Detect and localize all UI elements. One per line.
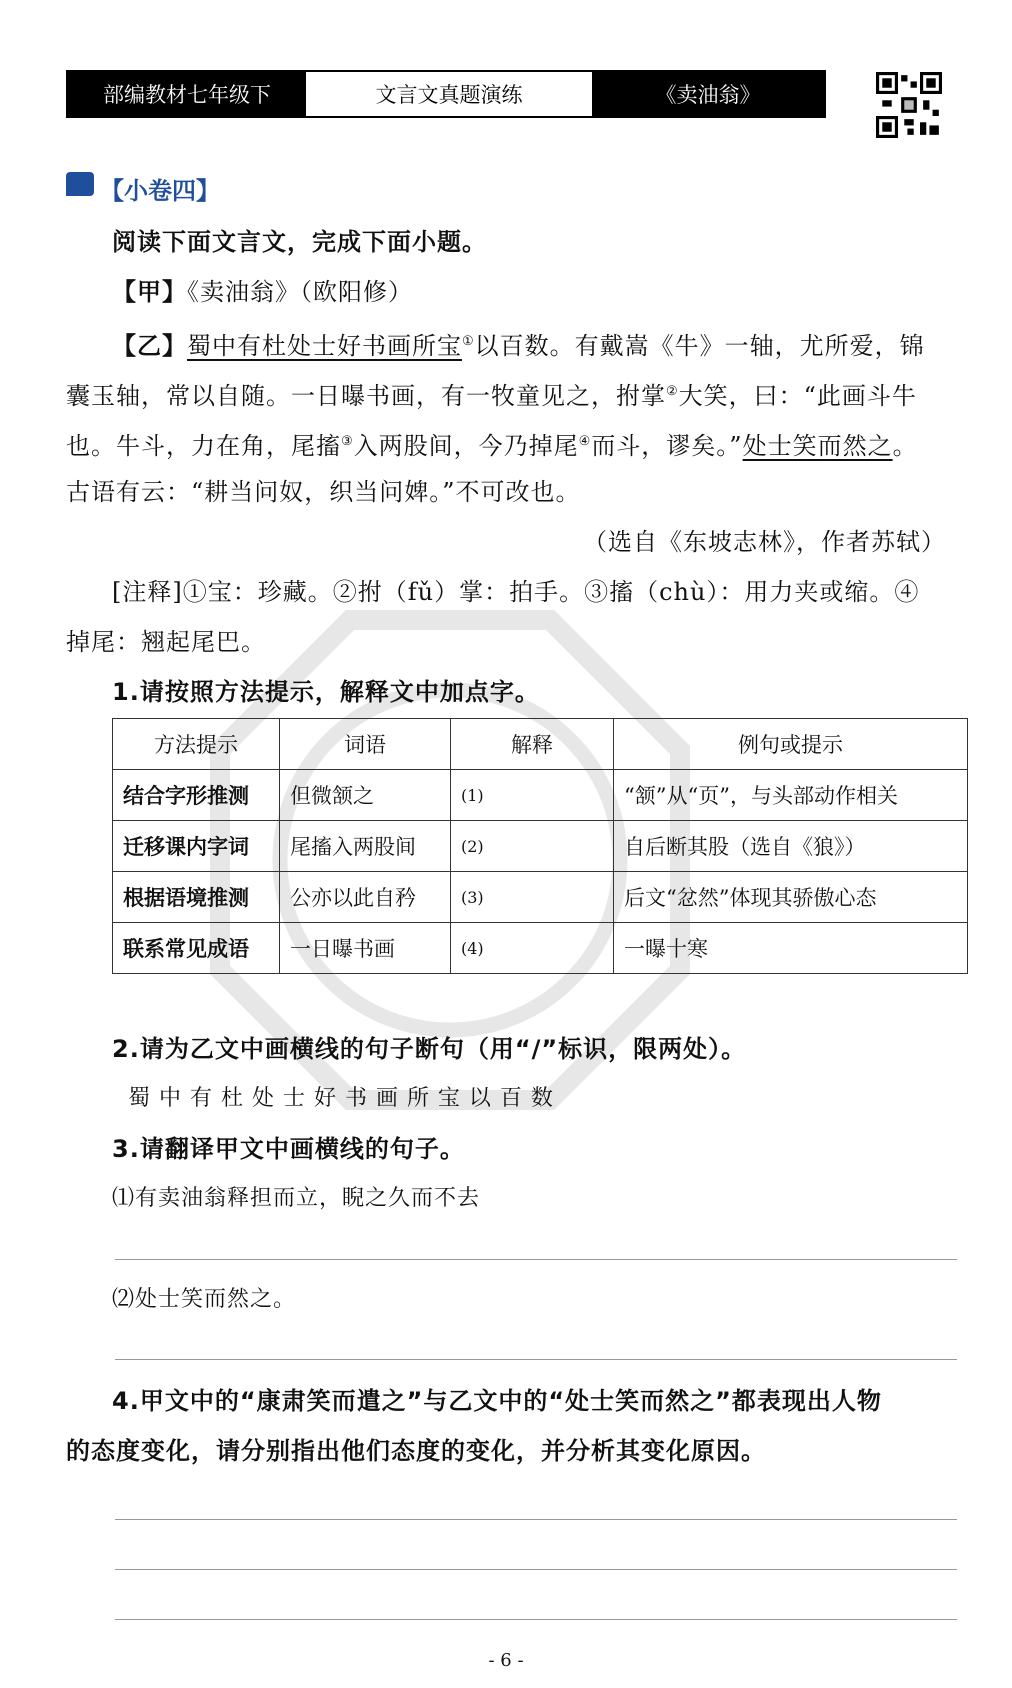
section-heading bbox=[66, 168, 220, 208]
cell-answer[interactable]: (3) bbox=[451, 872, 614, 923]
cell-method: 结合字形推测 bbox=[113, 770, 280, 821]
q3-sentence-1: ⑴有卖油翁释担而立，睨之久而不去 bbox=[112, 1186, 481, 1211]
cell-hint: 一曝十寒 bbox=[614, 923, 968, 974]
table-header: 词语 bbox=[280, 719, 451, 770]
cell-answer[interactable]: (1) bbox=[451, 770, 614, 821]
method-table bbox=[112, 718, 968, 974]
instruction: 阅读下面文言文，完成下面小题。 bbox=[112, 228, 487, 256]
question-2: 2.请为乙文中画横线的句子断句（用“/”标识，限两处）。 bbox=[112, 1035, 747, 1063]
passage-yi-line4: 古语有云：“耕当问奴，织当问婢。”不可改也。 bbox=[66, 478, 581, 506]
question-4-line1: 4.甲文中的“康肃笑而遣之”与乙文中的“处士笑而然之”都表现出人物 bbox=[112, 1387, 882, 1415]
passage-source: （选自《东坡志林》，作者苏轼） bbox=[583, 528, 946, 556]
table-row bbox=[113, 770, 968, 821]
table-header: 解释 bbox=[451, 719, 614, 770]
answer-line[interactable] bbox=[115, 1359, 957, 1360]
passage-yi-line3: 也。牛斗，力在角，尾搐③入两股间，今乃掉尾④而斗，谬矣。”处士笑而然之。 bbox=[66, 432, 918, 460]
passage-yi-line2: 囊玉轴，常以自随。一日曝书画，有一牧童见之，拊掌②大笑，曰：“此画斗牛 bbox=[66, 382, 917, 410]
header-bar bbox=[66, 70, 826, 118]
answer-line[interactable] bbox=[115, 1259, 957, 1260]
qr-code-icon bbox=[876, 72, 942, 138]
cell-method: 根据语境推测 bbox=[113, 872, 280, 923]
notes-line2: 掉尾：翘起尾巴。 bbox=[66, 628, 266, 656]
cell-word: 尾搐入两股间 bbox=[280, 821, 451, 872]
q3-sentence-2: ⑵处士笑而然之。 bbox=[112, 1287, 297, 1312]
question-1: 1.请按照方法提示，解释文中加点字。 bbox=[112, 678, 540, 706]
q2-sentence: 蜀 中 有 杜 处 士 好 书 画 所 宝 以 百 数 bbox=[128, 1086, 554, 1111]
cell-hint: 自后断其股（选自《狼》） bbox=[614, 821, 968, 872]
chat-bubble-icon bbox=[66, 172, 94, 196]
answer-line[interactable] bbox=[115, 1519, 957, 1520]
question-3: 3.请翻译甲文中画横线的句子。 bbox=[112, 1135, 465, 1163]
passage-jia: 【甲】《卖油翁》（欧阳修） bbox=[112, 278, 413, 306]
table-header: 例句或提示 bbox=[614, 719, 968, 770]
cell-word: 公亦以此自矜 bbox=[280, 872, 451, 923]
table-row bbox=[113, 872, 968, 923]
underlined-sentence-1: 蜀中有杜处士好书画所宝 bbox=[187, 332, 462, 360]
page-number: - 6 - bbox=[488, 1650, 524, 1671]
cell-answer[interactable]: (2) bbox=[451, 821, 614, 872]
table-header-row bbox=[113, 719, 968, 770]
table-header: 方法提示 bbox=[113, 719, 280, 770]
notes-line1: [注释]①宝：珍藏。②拊（fǔ）掌：拍手。③搐（chù）：用力夹或缩。④ bbox=[112, 578, 920, 606]
header-grade: 部编教材七年级下 bbox=[68, 72, 306, 116]
table-row bbox=[113, 821, 968, 872]
passage-yi-line1: 【乙】蜀中有杜处士好书画所宝①以百数。有戴嵩《牛》一轴，尤所爱，锦 bbox=[112, 332, 925, 360]
cell-word: 但微颔之 bbox=[280, 770, 451, 821]
header-topic: 文言文真题演练 bbox=[306, 72, 592, 116]
answer-line[interactable] bbox=[115, 1569, 957, 1570]
answer-line[interactable] bbox=[115, 1619, 957, 1620]
section-label: 【小卷四】 bbox=[100, 176, 220, 205]
cell-word: 一日曝书画 bbox=[280, 923, 451, 974]
cell-answer[interactable]: (4) bbox=[451, 923, 614, 974]
cell-hint: 后文“忿然”体现其骄傲心态 bbox=[614, 872, 968, 923]
header-title: 《卖油翁》 bbox=[592, 72, 824, 116]
underlined-sentence-2: 处士笑而然之 bbox=[742, 432, 893, 460]
cell-hint: “颔”从“页”，与头部动作相关 bbox=[614, 770, 968, 821]
cell-method: 联系常见成语 bbox=[113, 923, 280, 974]
table-row bbox=[113, 923, 968, 974]
question-4-line2: 的态度变化，请分别指出他们态度的变化，并分析其变化原因。 bbox=[66, 1437, 766, 1465]
cell-method: 迁移课内字词 bbox=[113, 821, 280, 872]
